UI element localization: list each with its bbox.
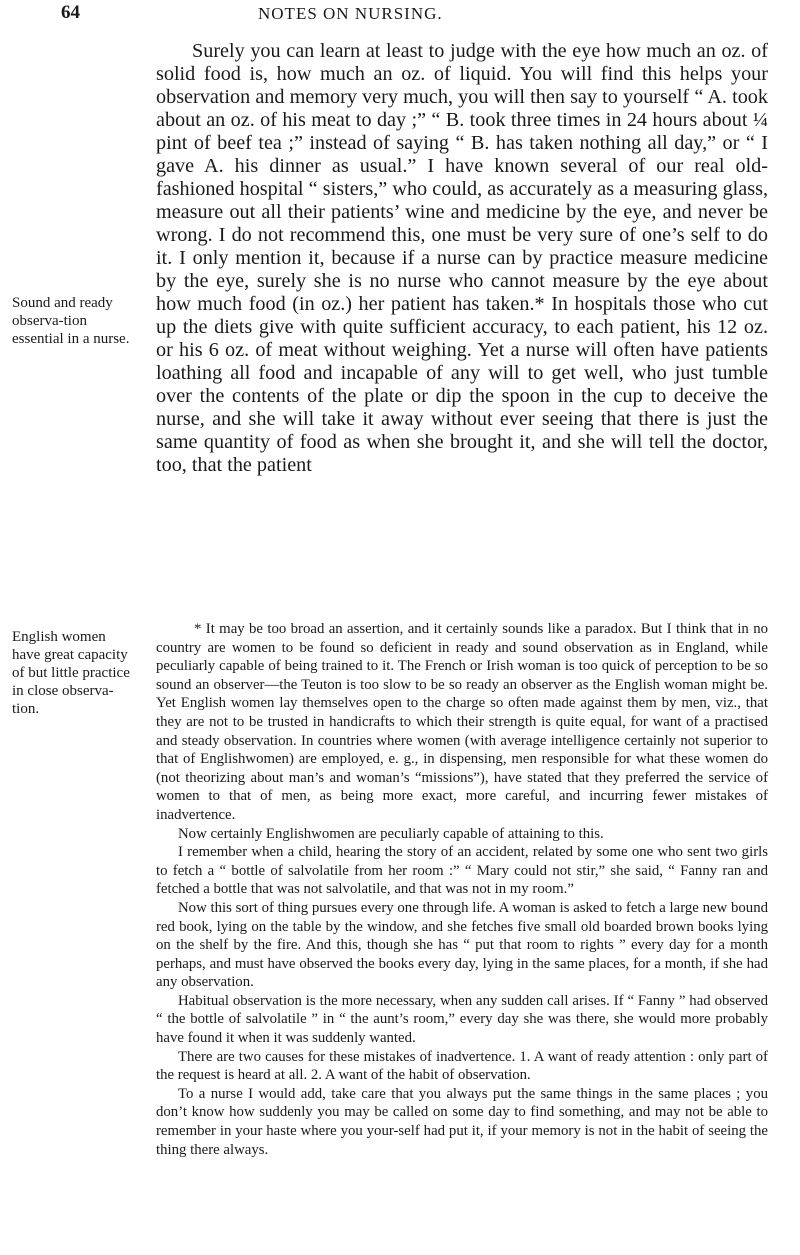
- footnote-paragraph: Habitual observation is the more necessary, when any sudden call arises. If “ Fanny ” had observed “ the bottle of salvolatile ” in “ the aunt’s room,” every day she was there, she would more probably have found it when it was suddenly wanted.: [156, 992, 768, 1047]
- margin-note-sound-ready: Sound and ready observa-tion essential in a nurse.: [12, 295, 130, 347]
- footnotes: [156, 620, 768, 1159]
- running-title: NOTES ON NURSING.: [258, 4, 443, 23]
- footnote-paragraph: To a nurse I would add, take care that you always put the same things in the same places ; you don’t know how suddenly you may be called on some day to find something, and may not be able to remember in your haste where you your-self had put it, if your memory is not in the habit of seeing the thing there always.: [156, 1085, 768, 1158]
- main-paragraph: Surely you can learn at least to judge with the eye how much an oz. of solid food is, how much an oz. of liquid. You will find this helps your observation and memory very much, you will then say to yourself “ A. took about an oz. of his meat to day ;” “ B. took three times in 24 hours about ¼ pint of beef tea ;” instead of saying “ B. has taken nothing all day,” or “ I gave A. his dinner as usual.” I have known several of our real old-fashioned hospital “ sisters,” who could, as accurately as a measuring glass, measure out all their patients’ wine and medicine by the eye, and never be wrong. I do not recommend this, one must be very sure of one’s self to do it. I only mention it, because if a nurse can by practice measure medicine by the eye, surely she is no nurse who cannot measure by the eye about how much food (in oz.) her patient has taken.* In hospitals those who cut up the diets give with quite sufficient accuracy, to each patient, his 12 oz. or his 6 oz. of meat without weighing. Yet a nurse will often have patients loathing all food and incapable of any will to get well, who just tumble over the contents of the plate or dip the spoon in the cup to deceive the nurse, and she will take it away without ever seeing that there is just the same quantity of food as when she brought it, and she will tell the doctor, too, that the patient: [156, 40, 768, 476]
- margin-note-english-women: English women have great capacity of but little practice in close observa-tion.: [12, 629, 130, 717]
- footnote-paragraph: There are two causes for these mistakes of inadvertence. 1. A want of ready attention : only part of the request is heard at all. 2. A want of the habit of observation.: [156, 1048, 768, 1084]
- footnote-paragraph: I remember when a child, hearing the story of an accident, related by some one who sent two girls to fetch a “ bottle of salvolatile from her room :” “ Mary could not stir,” she said, “ Fanny ran and fetched a bottle that was not salvolatile, and that was not in my room.”: [156, 844, 768, 898]
- footnote-paragraph: * It may be too broad an assertion, and it certainly sounds like a paradox. But I think that in no country are women to be found so deficient in ready and sound observation as in England, while peculiarly capable of being trained to it. The French or Irish woman is too quick of perception to be so sound an observer—the Teuton is too slow to be so ready an observer as the English woman might be. Yet English women lay themselves open to the charge so often made against them by men, viz., that they are not to be trusted in handicrafts to which their strength is quite equal, for want of a practised and steady observation. In countries where women (with average intelligence certainly not superior to that of Englishwomen) are employed, e. g., in dispensing, men responsible for what these women do (not theorizing about man’s and woman’s “missions”), have stated that they preferred the service of women to that of men, as being more exact, more careful, and incurring fewer mistakes of inadvertence.: [156, 621, 768, 823]
- footnote-paragraph: Now this sort of thing pursues every one through life. A woman is asked to fetch a large new bound red book, lying on the table by the window, and she fetches five small old boarded brown books lying on the shelf by the fire. And this, though she has “ put that room to rights ” every day for a month perhaps, and must have observed the books every day, lying in the same places, for a month, if she had any observation.: [156, 899, 768, 991]
- footnote-paragraph: Now certainly Englishwomen are peculiarly capable of attaining to this.: [178, 825, 604, 842]
- page-number: 64: [61, 2, 80, 23]
